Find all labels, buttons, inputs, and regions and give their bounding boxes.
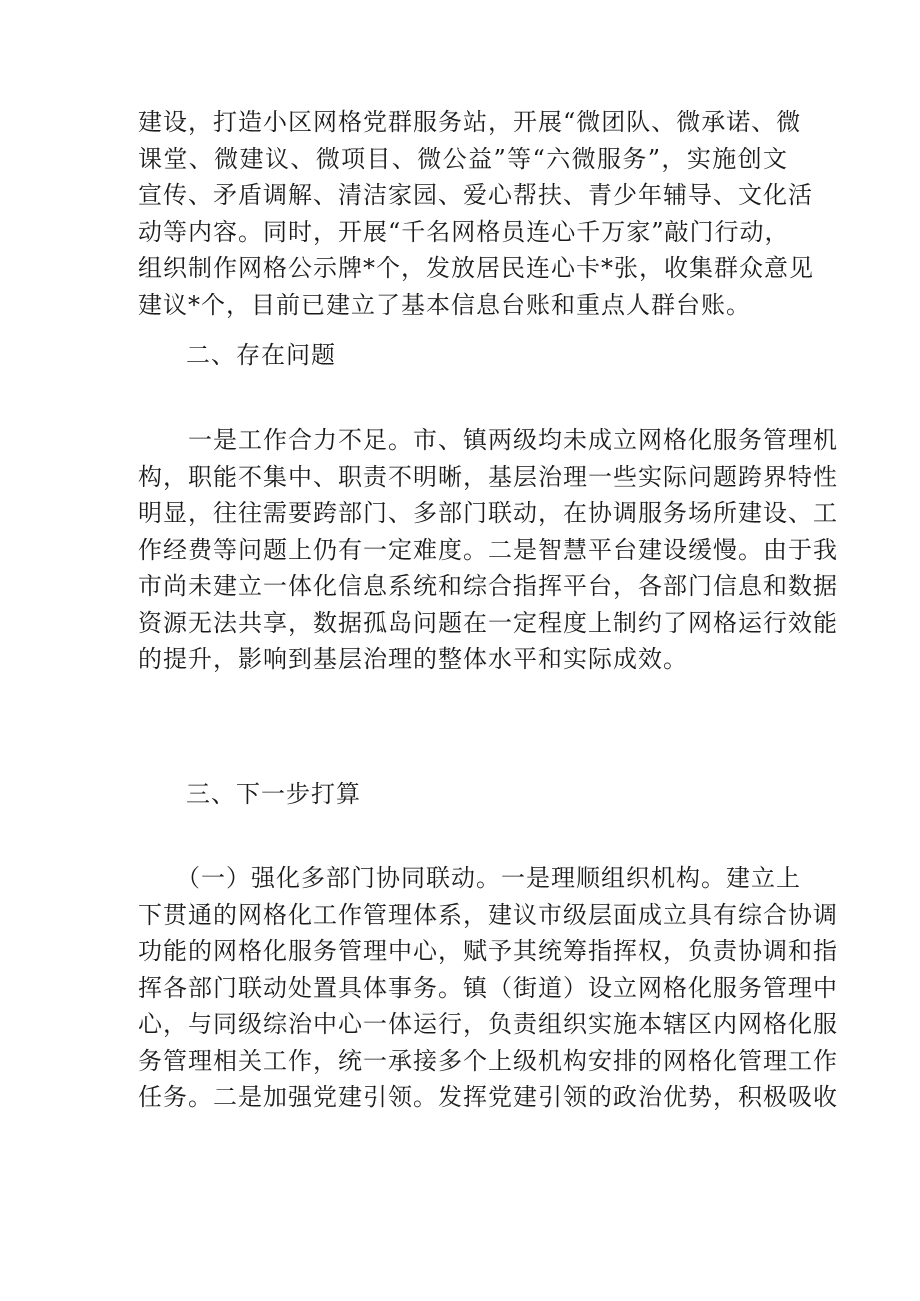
text-line: 宣传、矛盾调解、清洁家园、爱心帮扶、青少年辅导、文化活	[138, 181, 813, 209]
text-line: 作经费等问题上仍有一定难度。二是智慧平台建设缓慢。由于我	[138, 535, 838, 564]
paragraph-next-steps	[138, 860, 838, 1116]
text-line: 功能的网格化服务管理中心，赋予其统筹指挥权，负责协调和指	[138, 937, 838, 965]
text-line: 建设，打造小区网格党群服务站，开展“微团队、微承诺、微	[138, 108, 802, 136]
text-line: 构，职能不集中、职责不明晰，基层治理一些实际问题跨界特性	[138, 462, 838, 491]
text-line: 务管理相关工作，统一承接多个上级机构安排的网格化管理工作	[138, 1046, 838, 1075]
text-line: 建议*个，目前已建立了基本信息台账和重点人群台账。	[138, 290, 751, 319]
text-line: 资源无法共享，数据孤岛问题在一定程度上制约了网格运行效能	[138, 608, 838, 637]
text-line: 市尚未建立一体化信息系统和综合指挥平台，各部门信息和数据	[138, 572, 838, 600]
section-heading-next-steps: 三、下一步打算	[186, 780, 361, 808]
text-line: 挥各部门联动处置具体事务。镇（街道）设立网格化服务管理中	[138, 973, 838, 1002]
text-line: 一是工作合力不足。市、镇两级均未成立网格化服务管理机	[138, 426, 838, 454]
text-line: 课堂、微建议、微项目、微公益”等“六微服务”，实施创文	[138, 144, 788, 173]
text-line: 明显，往往需要跨部门、多部门联动，在协调服务场所建设、工	[138, 499, 838, 527]
text-line: （一）强化多部门协同联动。一是理顺组织机构。建立上	[138, 864, 801, 892]
text-line: 组织制作网格公示牌*个，发放居民连心卡*张，收集群众意见	[138, 254, 814, 282]
text-line: 任务。二是加强党建引领。发挥党建引领的政治优势，积极吸收	[138, 1083, 838, 1111]
text-line: 心，与同级综治中心一体运行，负责组织实施本辖区内网格化服	[138, 1010, 838, 1038]
text-line: 动等内容。同时，开展“千名网格员连心千万家”敲门行动，	[138, 217, 790, 246]
paragraph-existing-problems	[138, 422, 838, 678]
text-line: 下贯通的网格化工作管理体系，建议市级层面成立具有综合协调	[138, 900, 838, 929]
text-line: 的提升，影响到基层治理的整体水平和实际成效。	[138, 645, 688, 673]
section-heading-existing-problems: 二、存在问题	[186, 341, 336, 369]
paragraph-grid-service-station	[138, 104, 814, 323]
